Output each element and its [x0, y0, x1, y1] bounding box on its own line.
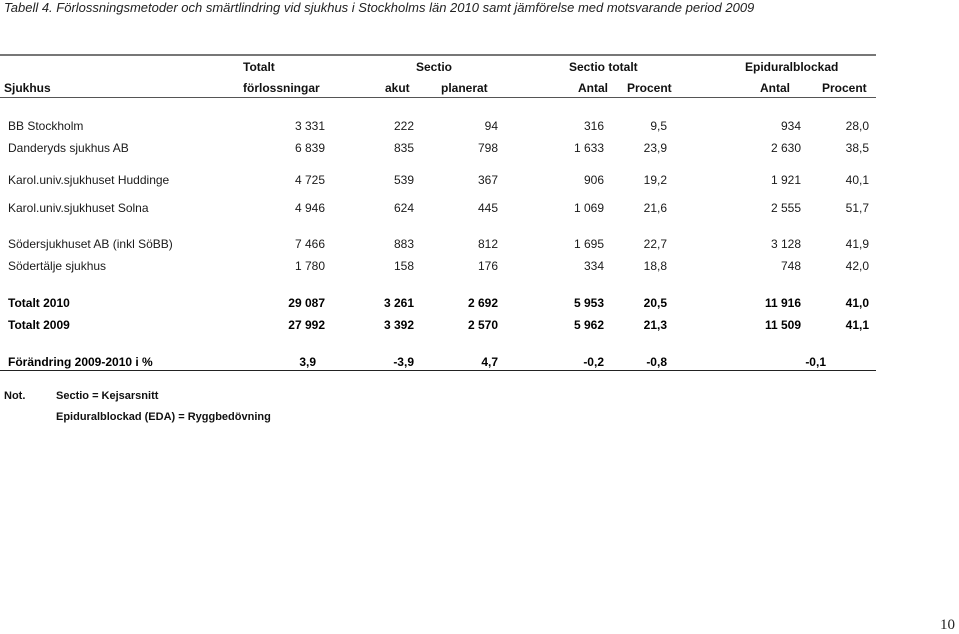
total-row-1-label: Totalt 2010	[8, 296, 70, 310]
header-sectio: Sectio	[416, 60, 453, 74]
table-row-4-st-proc: 21,6	[643, 201, 667, 215]
table-row-3-st-proc: 19,2	[643, 173, 667, 187]
table-row-5-akut: 883	[393, 237, 414, 251]
total-row-1-st-proc: 20,5	[643, 296, 667, 310]
note-epidural: Epiduralblockad (EDA) = Ryggbedövning	[56, 411, 271, 423]
table-row-6-st-proc: 18,8	[643, 259, 667, 273]
table-row-2-plan: 798	[477, 141, 498, 155]
header-sjukhus: Sjukhus	[4, 81, 51, 95]
total-row-2-st-antal: 5 962	[573, 318, 604, 332]
total-row-2-ep-antal: 11 509	[764, 318, 801, 332]
total-row-2-label: Totalt 2009	[8, 318, 70, 332]
table-row-5-label: Södersjukhuset AB (inkl SöBB)	[8, 237, 173, 251]
header-akut: akut	[385, 81, 410, 95]
table-row-3-label: Karol.univ.sjukhuset Huddinge	[8, 173, 170, 187]
header-top-rule	[0, 54, 876, 56]
table-row-4-label: Karol.univ.sjukhuset Solna	[8, 201, 149, 215]
change-row-ep-proc: -0,1	[805, 355, 826, 369]
header-antal-sectio: Antal	[578, 81, 608, 95]
table-row-1-forl: 3 331	[294, 119, 325, 133]
total-row-2-plan: 2 570	[467, 318, 498, 332]
total-row-1-st-antal: 5 953	[573, 296, 604, 310]
table-row-6-forl: 1 780	[294, 259, 325, 273]
table-row-6-ep-antal: 748	[780, 259, 801, 273]
header-procent-epidural: Procent	[822, 81, 867, 95]
table-row-2-st-antal: 1 633	[573, 141, 604, 155]
header-forlossningar: förlossningar	[243, 81, 320, 95]
change-row-akut: -3,9	[393, 355, 414, 369]
header-sectio-totalt: Sectio totalt	[569, 60, 638, 74]
table-row-6-ep-proc: 42,0	[845, 259, 869, 273]
change-row-st-antal: -0,2	[583, 355, 604, 369]
table-row-2-label: Danderyds sjukhus AB	[8, 141, 129, 155]
total-row-2-st-proc: 21,3	[643, 318, 667, 332]
table-row-4-st-antal: 1 069	[573, 201, 604, 215]
note-label: Not.	[4, 390, 26, 402]
header-antal-epidural: Antal	[760, 81, 790, 95]
table-row-6-label: Södertälje sjukhus	[8, 259, 107, 273]
header-procent-sectio: Procent	[627, 81, 672, 95]
table-row-5-st-antal: 1 695	[573, 237, 604, 251]
table-row-6-st-antal: 334	[583, 259, 604, 273]
table-row-2-ep-proc: 38,5	[845, 141, 869, 155]
total-row-1-forl: 29 087	[288, 296, 325, 310]
header-planerat: planerat	[441, 81, 488, 95]
table-row-4-plan: 445	[477, 201, 498, 215]
table-row-1-ep-proc: 28,0	[845, 119, 869, 133]
table-row-2-ep-antal: 2 630	[770, 141, 801, 155]
table-row-2-st-proc: 23,9	[643, 141, 667, 155]
total-row-2-akut: 3 392	[383, 318, 414, 332]
table-caption: Tabell 4. Förlossningsmetoder och smärtlindring vid sjukhus i Stockholms län 2010 samt jämförelse med motsvarande period 2009	[4, 0, 755, 15]
table-row-4-akut: 624	[393, 201, 414, 215]
table-row-5-plan: 812	[477, 237, 498, 251]
table-row-3-akut: 539	[393, 173, 414, 187]
total-row-1-ep-proc: 41,0	[845, 296, 869, 310]
table-row-6-plan: 176	[477, 259, 498, 273]
total-row-1-plan: 2 692	[467, 296, 498, 310]
table-row-4-ep-proc: 51,7	[845, 201, 869, 215]
table-row-6-akut: 158	[393, 259, 414, 273]
table-row-2-akut: 835	[393, 141, 414, 155]
change-row-label: Förändring 2009-2010 i %	[8, 355, 153, 369]
change-row-forl: 3,9	[299, 355, 316, 369]
table-row-1-akut: 222	[393, 119, 414, 133]
table-row-2-forl: 6 839	[294, 141, 325, 155]
change-row-st-proc: -0,8	[646, 355, 667, 369]
header-epiduralblockad: Epiduralblockad	[745, 60, 839, 74]
table-row-1-plan: 94	[484, 119, 498, 133]
total-row-1-ep-antal: 11 916	[764, 296, 801, 310]
total-row-2-forl: 27 992	[288, 318, 325, 332]
table-row-1-ep-antal: 934	[780, 119, 801, 133]
table-row-4-ep-antal: 2 555	[770, 201, 801, 215]
change-row-plan: 4,7	[481, 355, 498, 369]
table-row-3-st-antal: 906	[583, 173, 604, 187]
total-row-2-ep-proc: 41,1	[845, 318, 869, 332]
note-sectio: Sectio = Kejsarsnitt	[56, 390, 159, 402]
table-row-4-forl: 4 946	[294, 201, 325, 215]
table-row-3-plan: 367	[477, 173, 498, 187]
table-row-5-ep-proc: 41,9	[845, 237, 869, 251]
table-row-3-forl: 4 725	[294, 173, 325, 187]
table-row-5-forl: 7 466	[294, 237, 325, 251]
table-row-3-ep-antal: 1 921	[770, 173, 801, 187]
table-row-3-ep-proc: 40,1	[845, 173, 869, 187]
total-row-1-akut: 3 261	[383, 296, 414, 310]
table-row-5-st-proc: 22,7	[643, 237, 667, 251]
table-row-1-label: BB Stockholm	[8, 119, 84, 133]
table-row-5-ep-antal: 3 128	[770, 237, 801, 251]
table-row-1-st-antal: 316	[583, 119, 604, 133]
header-bottom-rule	[0, 97, 876, 98]
page-number: 10	[940, 617, 955, 633]
table-row-1-st-proc: 9,5	[650, 119, 667, 133]
table-bottom-rule	[0, 370, 876, 371]
header-totalt: Totalt	[243, 60, 275, 74]
